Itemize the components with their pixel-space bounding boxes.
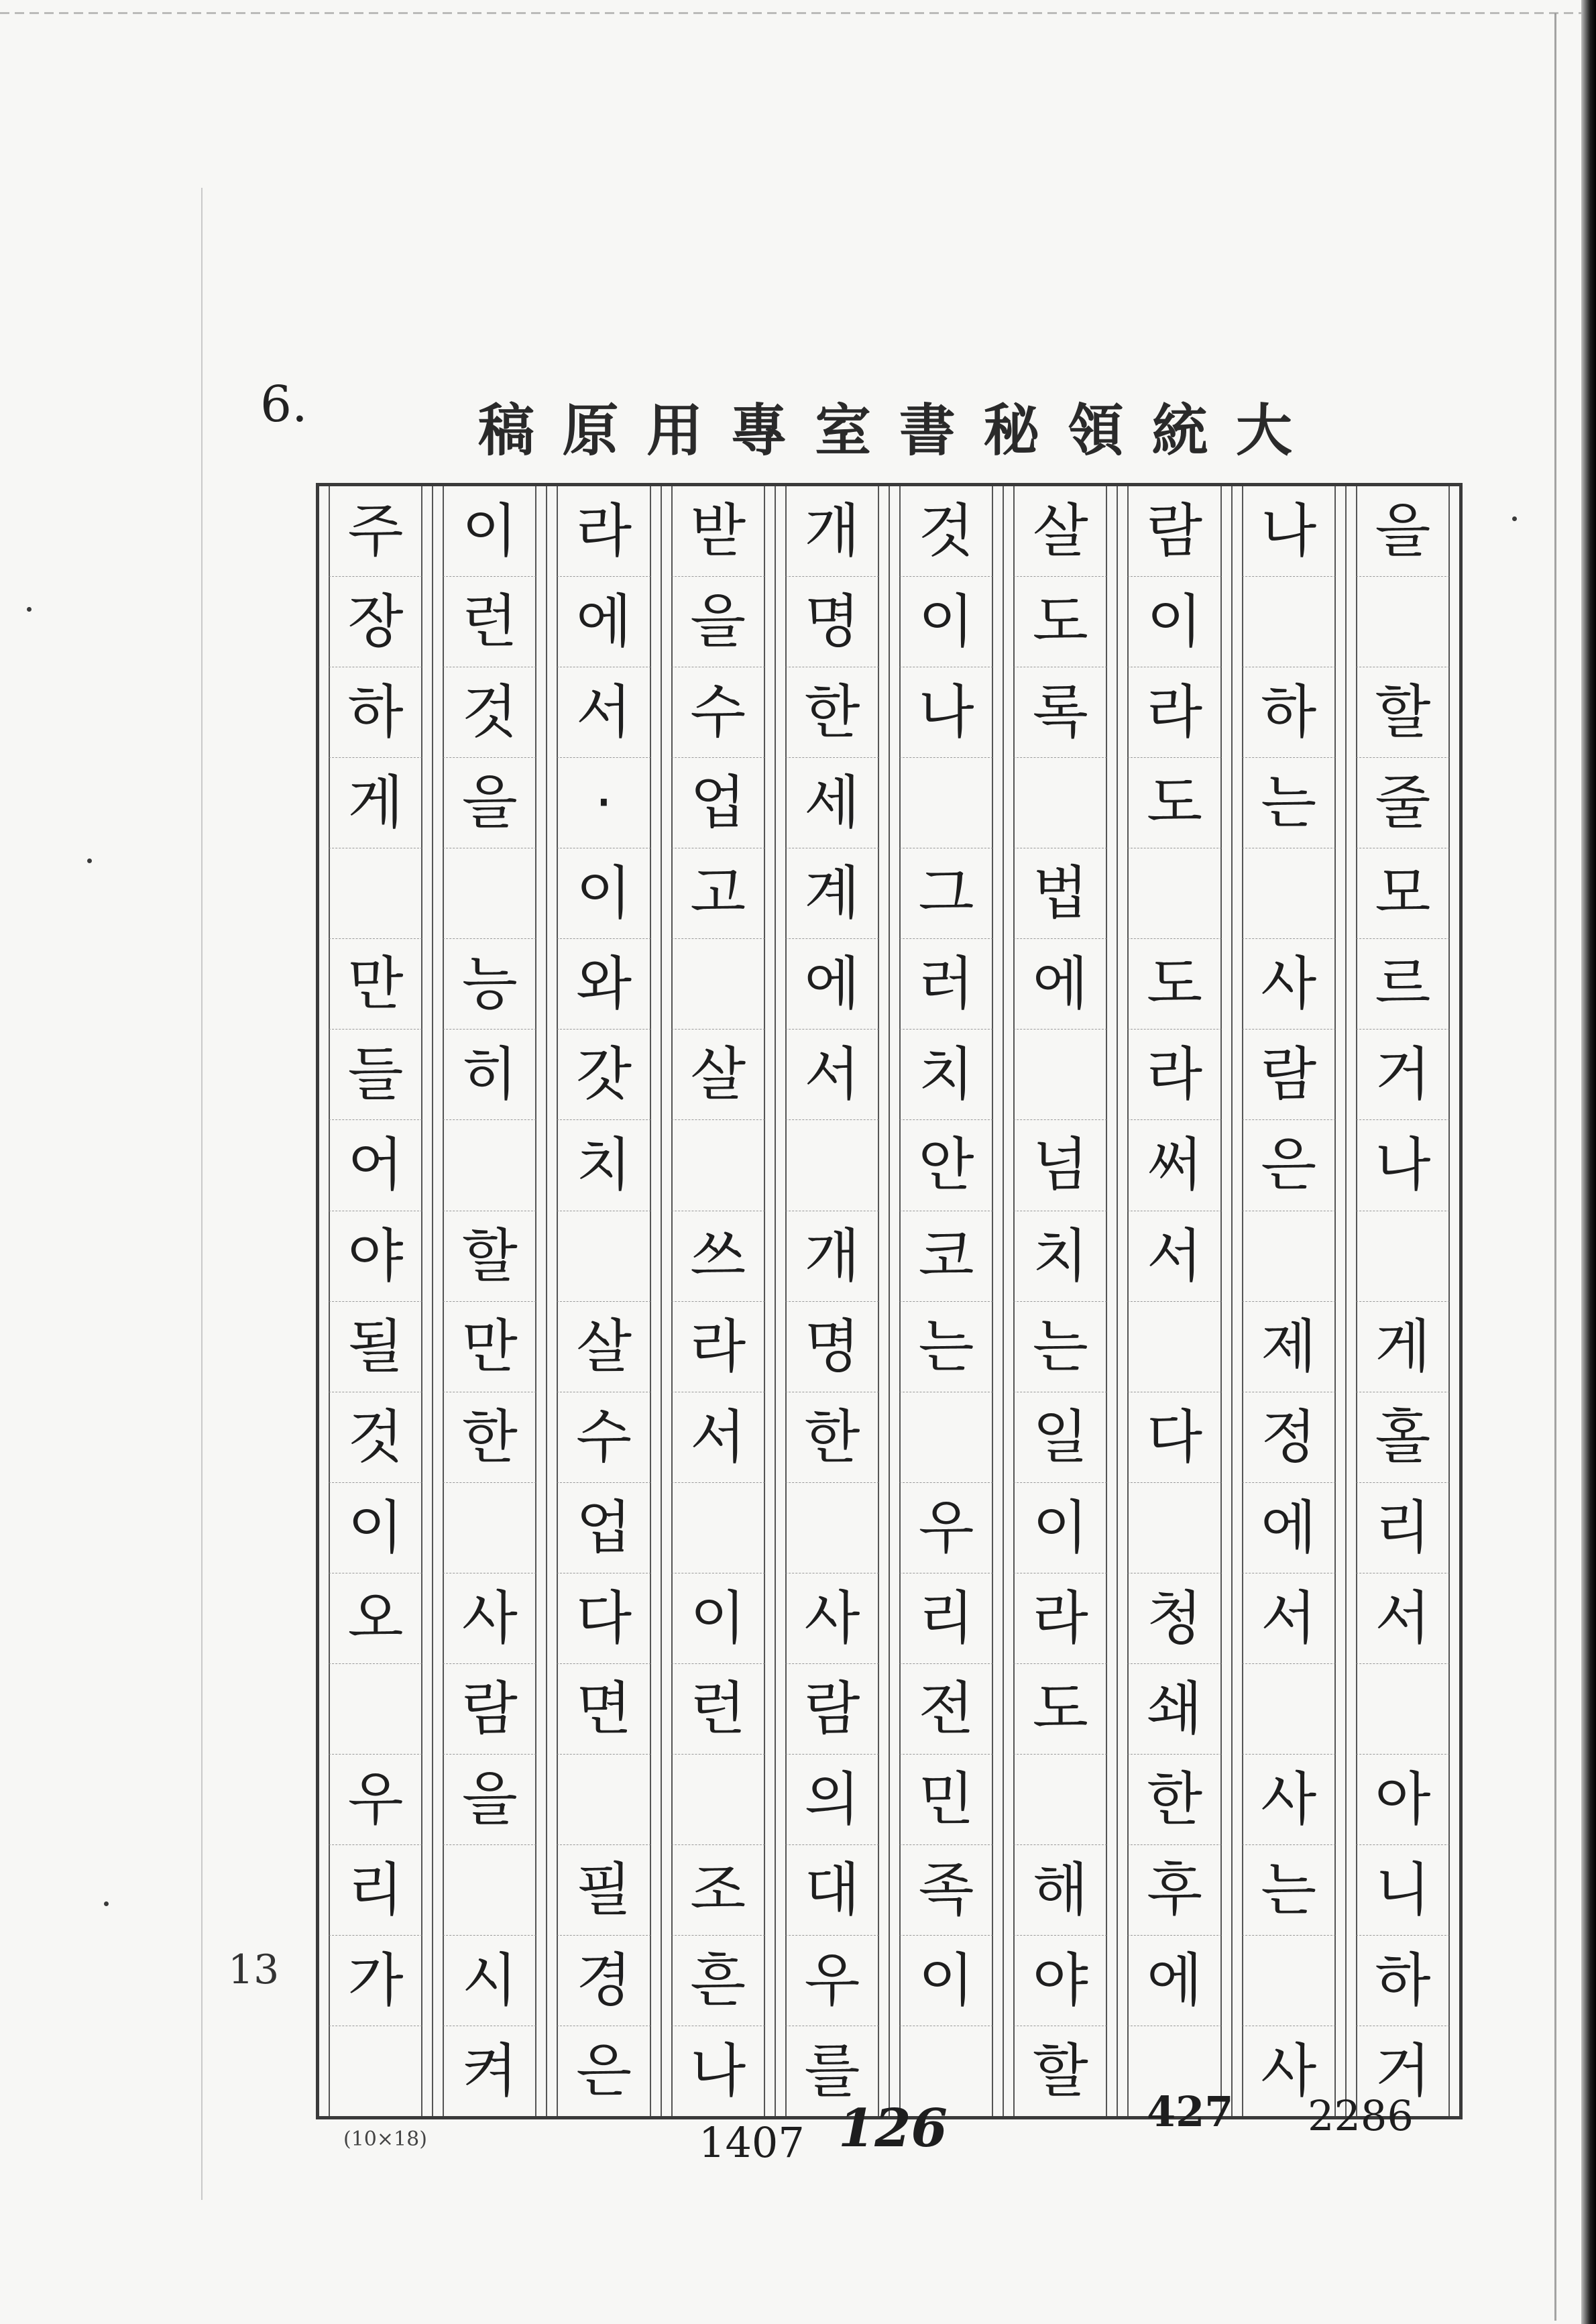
grid-cell: 거 [1356, 2026, 1450, 2116]
grid-cell [557, 1755, 650, 1845]
grid-cell: 계 [785, 848, 879, 939]
grid-cell [1356, 577, 1450, 667]
grid-cell: 수 [671, 667, 765, 758]
grid-cell: 안 [899, 1120, 993, 1211]
grid-cell: 족 [899, 1845, 993, 1936]
grid-cell: 러 [899, 939, 993, 1030]
grid-cell: 이 [1013, 1483, 1107, 1573]
grid-cell [1013, 1755, 1107, 1845]
grid-cell [329, 848, 422, 939]
grid-cell: 일 [1013, 1392, 1107, 1483]
header-char: 書 [899, 396, 956, 463]
grid-cell: 하 [1356, 1936, 1450, 2026]
grid-cell: 될 [329, 1302, 422, 1392]
grid-cell: 개 [785, 486, 879, 577]
grid-cell [671, 939, 765, 1030]
manuscript-header [469, 389, 1301, 463]
grid-cell: 는 [1242, 758, 1336, 848]
grid-cell: 리 [1356, 1483, 1450, 1573]
grid-cell: 업 [557, 1483, 650, 1573]
grid-cell: 청 [1127, 1573, 1221, 1664]
grid-cell: 나 [1242, 486, 1336, 577]
grid-cell: 할 [1356, 667, 1450, 758]
grid-cell [671, 1755, 765, 1845]
grid-cell: 가 [329, 1936, 422, 2026]
grid-cell [899, 758, 993, 848]
grid-cell: 오 [329, 1573, 422, 1664]
grid-cell: 에 [557, 577, 650, 667]
grid-cell: 에 [1013, 939, 1107, 1030]
grid-cell [1242, 1211, 1336, 1302]
grid-cell: 장 [329, 577, 422, 667]
grid-cell: 나 [671, 2026, 765, 2116]
grid-cell: 제 [1242, 1302, 1336, 1392]
grid-column [1231, 486, 1345, 2116]
grid-cell: 홀 [1356, 1392, 1450, 1483]
header-char: 原 [562, 396, 619, 463]
grid-cell: 살 [557, 1302, 650, 1392]
grid-cell [443, 1845, 536, 1936]
grid-cell: 에 [1242, 1483, 1336, 1573]
grid-cell: 할 [443, 1211, 536, 1302]
grid-cell: 서 [671, 1392, 765, 1483]
grid-cell: · [557, 758, 650, 848]
scan-speck [104, 1901, 109, 1906]
grid-cell: 경 [557, 1936, 650, 2026]
grid-column [661, 486, 775, 2116]
grid-cell: 넘 [1013, 1120, 1107, 1211]
grid-cell: 후 [1127, 1845, 1221, 1936]
grid-cell: 을 [671, 577, 765, 667]
archive-number-4: 2286 [1308, 2091, 1414, 2140]
grid-cell: 한 [1127, 1755, 1221, 1845]
grid-cell: 을 [443, 758, 536, 848]
grid-cell: 리 [329, 1845, 422, 1936]
grid-cell: 흔 [671, 1936, 765, 2026]
grid-cell: 우 [899, 1483, 993, 1573]
grid-cell: 아 [1356, 1755, 1450, 1845]
page-number: 6. [260, 376, 308, 433]
grid-cell: 그 [899, 848, 993, 939]
manuscript-grid [316, 483, 1463, 2119]
grid-cell: 히 [443, 1030, 536, 1120]
grid-format-label: (10×18) [343, 2127, 427, 2151]
grid-cell: 필 [557, 1845, 650, 1936]
grid-cell: 도 [1013, 1664, 1107, 1755]
archive-number-3: 427 [1147, 2087, 1234, 2136]
grid-cell: 서 [557, 667, 650, 758]
grid-cell: 이 [899, 577, 993, 667]
scan-right-line [1554, 13, 1556, 2321]
grid-cell: 에 [1127, 1936, 1221, 2026]
grid-cell [1356, 1211, 1450, 1302]
grid-cell: 은 [557, 2026, 650, 2116]
grid-cell: 사 [1242, 939, 1336, 1030]
grid-cell [785, 1120, 879, 1211]
grid-cell: 써 [1127, 1120, 1221, 1211]
grid-cell: 치 [1013, 1211, 1107, 1302]
grid-cell [557, 1211, 650, 1302]
grid-cell: 우 [329, 1755, 422, 1845]
grid-cell: 민 [899, 1755, 993, 1845]
grid-cell: 켜 [443, 2026, 536, 2116]
grid-cell: 서 [1127, 1211, 1221, 1302]
grid-cell: 시 [443, 1936, 536, 2026]
grid-cell: 는 [1242, 1845, 1336, 1936]
grid-cell: 면 [557, 1664, 650, 1755]
grid-cell [671, 1120, 765, 1211]
grid-cell: 서 [785, 1030, 879, 1120]
grid-column [546, 486, 660, 2116]
grid-cell: 야 [1013, 1936, 1107, 2026]
grid-cell [1013, 758, 1107, 848]
grid-cell: 받 [671, 486, 765, 577]
grid-cell: 주 [329, 486, 422, 577]
grid-cell: 수 [557, 1392, 650, 1483]
grid-cell [1242, 1664, 1336, 1755]
grid-cell: 라 [671, 1302, 765, 1392]
grid-cell: 도 [1127, 758, 1221, 848]
grid-cell: 에 [785, 939, 879, 1030]
grid-cell: 와 [557, 939, 650, 1030]
margin-note: 13 [228, 1946, 280, 1993]
grid-cell [1242, 848, 1336, 939]
grid-cell: 것 [899, 486, 993, 577]
grid-cell: 개 [785, 1211, 879, 1302]
grid-cell: 나 [899, 667, 993, 758]
header-char: 秘 [983, 396, 1040, 463]
grid-cell: 람 [785, 1664, 879, 1755]
grid-cell [1127, 1302, 1221, 1392]
sheet-left-edge [201, 188, 203, 2200]
header-char: 室 [815, 396, 872, 463]
grid-cell [785, 1483, 879, 1573]
grid-cell: 모 [1356, 848, 1450, 939]
grid-cell [1127, 1483, 1221, 1573]
grid-cell [1127, 848, 1221, 939]
grid-cell: 을 [443, 1755, 536, 1845]
grid-cell: 런 [443, 577, 536, 667]
grid-cell [329, 2026, 422, 2116]
grid-cell: 능 [443, 939, 536, 1030]
grid-cell: 라 [557, 486, 650, 577]
header-char: 稿 [477, 396, 534, 463]
grid-cell: 조 [671, 1845, 765, 1936]
grid-cell [1013, 1030, 1107, 1120]
grid-cell: 라 [1127, 667, 1221, 758]
grid-cell: 나 [1356, 1120, 1450, 1211]
grid-cell: 게 [329, 758, 422, 848]
scan-right-edge [1581, 0, 1596, 2324]
header-char: 領 [1067, 396, 1124, 463]
grid-column [319, 486, 432, 2116]
grid-cell: 사 [1242, 2026, 1336, 2116]
grid-column [1003, 486, 1117, 2116]
grid-cell: 업 [671, 758, 765, 848]
grid-cell: 사 [785, 1573, 879, 1664]
grid-cell: 다 [1127, 1392, 1221, 1483]
grid-cell: 대 [785, 1845, 879, 1936]
grid-column [1117, 486, 1231, 2116]
grid-cell: 세 [785, 758, 879, 848]
header-char: 統 [1151, 396, 1208, 463]
grid-cell: 이 [443, 486, 536, 577]
grid-cell: 전 [899, 1664, 993, 1755]
scan-top-edge [0, 12, 1596, 14]
grid-cell: 거 [1356, 1030, 1450, 1120]
grid-cell: 런 [671, 1664, 765, 1755]
grid-cell: 명 [785, 577, 879, 667]
grid-cell: 이 [557, 848, 650, 939]
grid-cell: 서 [1242, 1573, 1336, 1664]
grid-cell: 람 [1242, 1030, 1336, 1120]
grid-cell: 고 [671, 848, 765, 939]
grid-cell: 코 [899, 1211, 993, 1302]
grid-cell: 리 [899, 1573, 993, 1664]
grid-cell: 우 [785, 1936, 879, 2026]
grid-cell [443, 1120, 536, 1211]
grid-column [775, 486, 889, 2116]
grid-cell: 한 [443, 1392, 536, 1483]
grid-cell: 할 [1013, 2026, 1107, 2116]
grid-cell: 것 [329, 1392, 422, 1483]
grid-cell: 록 [1013, 667, 1107, 758]
grid-cell: 해 [1013, 1845, 1107, 1936]
grid-cell: 을 [1356, 486, 1450, 577]
archive-number-2: 126 [838, 2098, 948, 2159]
grid-cell: 하 [329, 667, 422, 758]
grid-cell: 사 [443, 1573, 536, 1664]
grid-cell: 살 [1013, 486, 1107, 577]
grid-cell: 하 [1242, 667, 1336, 758]
grid-cell: 이 [1127, 577, 1221, 667]
grid-cell: 서 [1356, 1573, 1450, 1664]
scan-speck [87, 859, 92, 863]
grid-cell: 치 [899, 1030, 993, 1120]
grid-cell: 만 [443, 1302, 536, 1392]
grid-cell [443, 1483, 536, 1573]
grid-cell: 게 [1356, 1302, 1450, 1392]
grid-cell: 다 [557, 1573, 650, 1664]
grid-cell: 르 [1356, 939, 1450, 1030]
grid-cell [1242, 1936, 1336, 2026]
grid-cell: 만 [329, 939, 422, 1030]
grid-cell: 갓 [557, 1030, 650, 1120]
grid-cell: 를 [785, 2026, 879, 2116]
grid-cell: 의 [785, 1755, 879, 1845]
grid-cell: 치 [557, 1120, 650, 1211]
grid-cell: 는 [899, 1302, 993, 1392]
grid-cell: 라 [1127, 1030, 1221, 1120]
header-char: 專 [730, 396, 787, 463]
grid-cell: 도 [1013, 577, 1107, 667]
grid-cell [671, 1483, 765, 1573]
grid-column [432, 486, 546, 2116]
grid-cell [443, 848, 536, 939]
grid-column [889, 486, 1003, 2116]
grid-cell: 법 [1013, 848, 1107, 939]
scan-speck [27, 607, 32, 612]
grid-cell [899, 1392, 993, 1483]
grid-cell [1356, 1664, 1450, 1755]
grid-cell: 니 [1356, 1845, 1450, 1936]
grid-cell: 라 [1013, 1573, 1107, 1664]
grid-cell: 람 [443, 1664, 536, 1755]
grid-cell: 정 [1242, 1392, 1336, 1483]
grid-cell: 들 [329, 1030, 422, 1120]
grid-cell: 것 [443, 667, 536, 758]
grid-cell: 줄 [1356, 758, 1450, 848]
grid-cell: 한 [785, 667, 879, 758]
grid-cell: 쇄 [1127, 1664, 1221, 1755]
grid-cell: 이 [329, 1483, 422, 1573]
header-char: 大 [1235, 396, 1292, 463]
grid-cell: 한 [785, 1392, 879, 1483]
grid-cell: 사 [1242, 1755, 1336, 1845]
grid-cell: 어 [329, 1120, 422, 1211]
grid-cell: 야 [329, 1211, 422, 1302]
archive-number-1: 1407 [699, 2118, 805, 2167]
grid-cell: 는 [1013, 1302, 1107, 1392]
grid-cell: 이 [899, 1936, 993, 2026]
grid-cell: 도 [1127, 939, 1221, 1030]
grid-cell: 살 [671, 1030, 765, 1120]
grid-cell: 명 [785, 1302, 879, 1392]
grid-cell [1242, 577, 1336, 667]
grid-cell: 이 [671, 1573, 765, 1664]
grid-column [1345, 486, 1459, 2116]
header-char: 用 [646, 396, 703, 463]
grid-cell: 은 [1242, 1120, 1336, 1211]
grid-cell [329, 1664, 422, 1755]
grid-cell: 람 [1127, 486, 1221, 577]
scan-speck [1512, 516, 1517, 521]
grid-cell: 쓰 [671, 1211, 765, 1302]
